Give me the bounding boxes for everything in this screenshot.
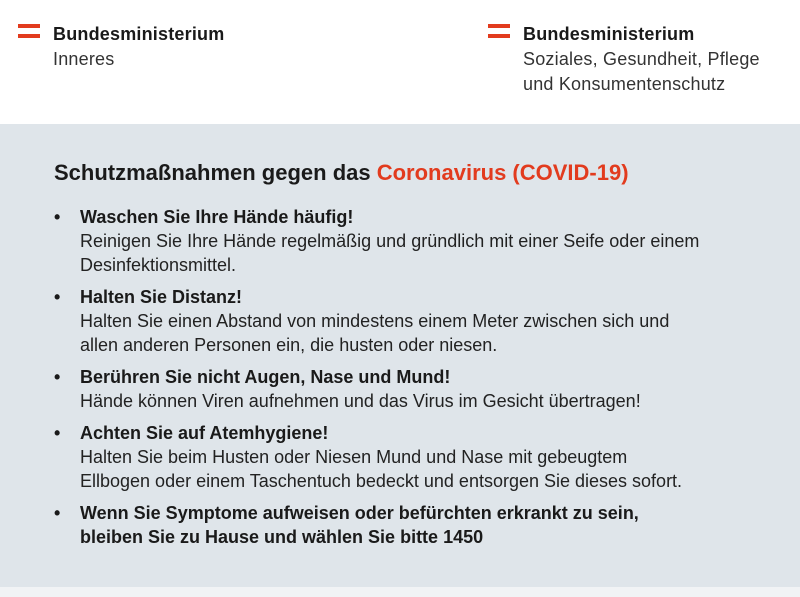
list-item — [54, 365, 784, 413]
measure-heading: Halten Sie Distanz! — [80, 287, 243, 307]
measure-text-line: Halten Sie beim Husten oder Niesen Mund und Nase mit gebeugtem — [80, 447, 628, 467]
ministry-name: Bundesministerium — [53, 24, 225, 44]
ministry-department-line: und Konsumentenschutz — [523, 74, 726, 94]
bullet-icon: • — [54, 423, 61, 443]
measure-text-line: Hände können Viren aufnehmen und das Virus im Gesicht übertragen! — [80, 391, 641, 411]
measure-text-line: Reinigen Sie Ihre Hände regelmäßig und gründlich mit einer Seife oder einem — [80, 231, 700, 251]
bullet-icon: • — [54, 367, 61, 387]
list-item — [54, 421, 784, 493]
measure-heading-line2: bleiben Sie zu Hause und wählen Sie bitte 1450 — [80, 527, 484, 547]
title-prefix: Schutzmaßnahmen gegen das — [54, 160, 377, 185]
list-item — [54, 285, 784, 357]
measure-heading: Wenn Sie Symptome aufweisen oder befürchten erkrankt zu sein, — [80, 503, 639, 523]
measure-heading: Achten Sie auf Atemhygiene! — [80, 423, 329, 443]
bullet-icon: • — [54, 503, 61, 523]
measure-heading: Waschen Sie Ihre Hände häufig! — [80, 207, 354, 227]
measure-text-line: Halten Sie einen Abstand von mindestens einem Meter zwischen sich und — [80, 311, 670, 331]
bullet-icon: • — [54, 287, 61, 307]
notice-title — [54, 158, 629, 188]
list-item — [54, 205, 784, 277]
measure-text-line: allen anderen Personen ein, die husten oder niesen. — [80, 335, 498, 355]
list-item — [54, 501, 784, 549]
panel-bottom-strip — [0, 587, 800, 597]
ministry-interior-text — [53, 22, 224, 72]
ministry-social-affairs-text — [523, 22, 760, 97]
measure-heading: Berühren Sie nicht Augen, Nase und Mund! — [80, 367, 451, 387]
ministry-name: Bundesministerium — [523, 24, 695, 44]
measure-text-line: Desinfektionsmittel. — [80, 255, 237, 275]
title-highlight: Coronavirus (COVID-19) — [376, 160, 629, 185]
measures-list — [54, 205, 784, 557]
bullet-icon: • — [54, 207, 61, 227]
header — [0, 0, 800, 124]
ministry-department-line: Inneres — [53, 49, 115, 69]
austrian-flag-icon — [488, 24, 510, 38]
austrian-flag-icon — [18, 24, 40, 38]
measure-text-line: Ellbogen oder einem Taschentuch bedeckt und entsorgen Sie dieses sofort. — [80, 471, 683, 491]
ministry-department-line: Soziales, Gesundheit, Pflege — [523, 49, 760, 69]
